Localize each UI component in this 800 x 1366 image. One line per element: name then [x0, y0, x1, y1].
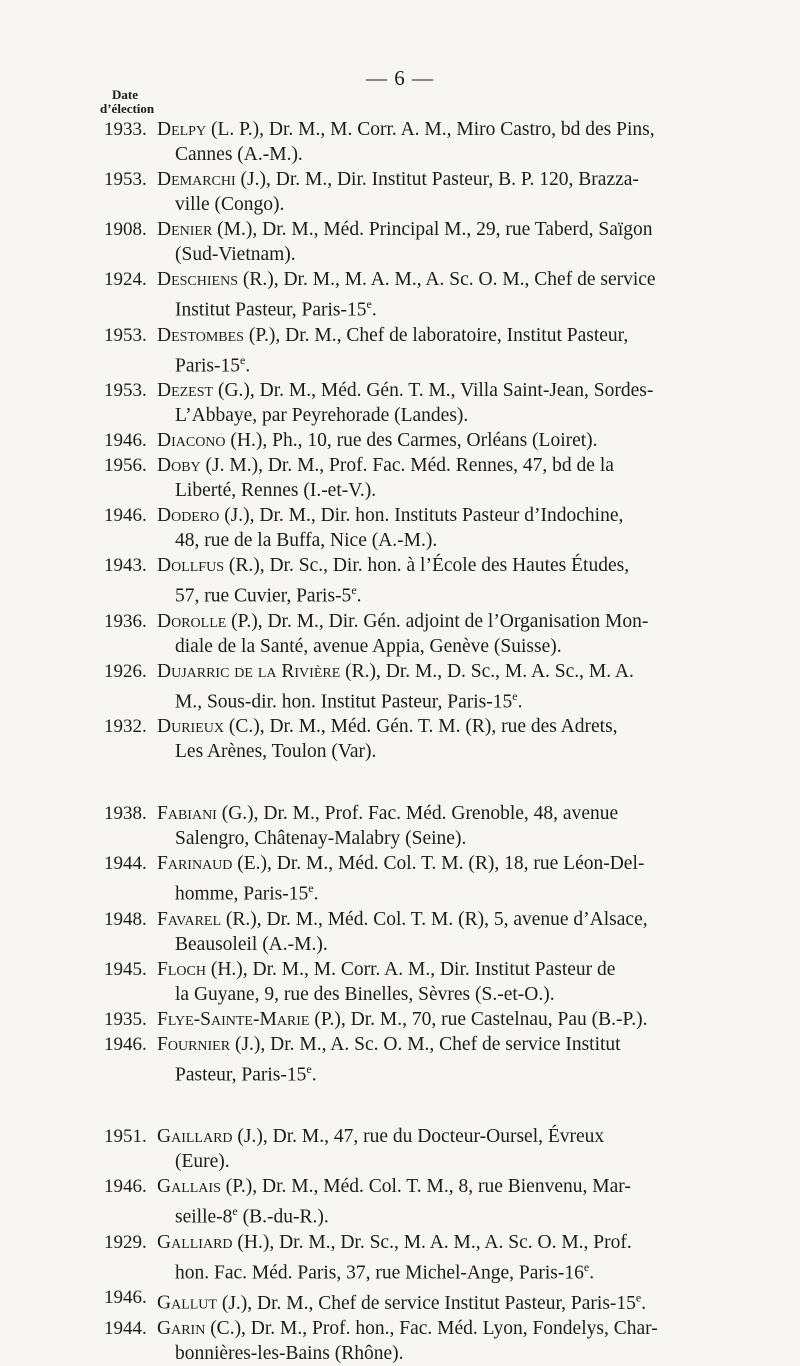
- member-name: Durieux: [157, 716, 224, 737]
- member-name: Dujarric de la Rivière: [157, 660, 341, 682]
- entry-text: [157, 267, 723, 323]
- entry-text: [157, 1316, 723, 1366]
- member-name: Denier: [157, 219, 213, 240]
- election-year: 1946.: [104, 1287, 147, 1308]
- member-details-continued: la Guyane, 9, rue des Binelles, Sèvres (S.-et-O.).: [175, 983, 555, 1005]
- member-entry: [0, 428, 800, 453]
- member-details: (M.), Dr. M., Méd. Principal M., 29, rue Taberd, Saïgon: [212, 219, 653, 240]
- member-details: (H.), Dr. M., M. Corr. A. M., Dir. Institut Pasteur de: [205, 958, 616, 980]
- member-name: Diacono: [157, 430, 226, 451]
- column-header-line2: d’élection: [100, 101, 155, 116]
- member-entry: [0, 503, 800, 553]
- election-year: 1929.: [104, 1231, 147, 1253]
- member-details-continued: Cannes (A.-M.).: [175, 144, 303, 165]
- entry-text: [157, 659, 723, 715]
- member-details-continued: 57, rue Cuvier, Paris-5e.: [175, 583, 362, 607]
- member-name: Farinaud: [157, 853, 233, 874]
- member-details: (G.), Dr. M., Méd. Gén. T. M., Villa Saint-Jean, Sordes-: [213, 380, 654, 401]
- member-name: Gaillard: [157, 1126, 233, 1147]
- member-entry: [0, 1007, 800, 1032]
- letter-group: [0, 801, 800, 1087]
- member-name: Destombes: [157, 324, 244, 346]
- member-details: (J.), Dr. M., Dir. hon. Instituts Pasteur d’Indochine,: [219, 505, 624, 526]
- group-separator: [0, 764, 800, 801]
- member-entry: [0, 957, 800, 1007]
- election-year: 1933.: [104, 119, 147, 140]
- member-name: Delpy: [157, 119, 207, 140]
- member-details-continued: Institut Pasteur, Paris-15e.: [175, 297, 377, 321]
- election-year: 1943.: [104, 555, 147, 576]
- member-name: Fournier: [157, 1033, 231, 1055]
- member-name: Favarel: [157, 908, 222, 930]
- member-entry: [0, 907, 800, 957]
- member-details-continued: M., Sous-dir. hon. Institut Pasteur, Paris-15e.: [175, 688, 523, 712]
- entry-text: [157, 714, 723, 764]
- election-year: 1944.: [104, 1317, 147, 1339]
- letter-group: [0, 117, 800, 764]
- member-entry: [0, 851, 800, 907]
- entry-text: [157, 1032, 723, 1088]
- member-details: (J.), Dr. M., A. Sc. O. M., Chef de service Institut: [230, 1033, 621, 1055]
- member-details-continued: Les Arènes, Toulon (Var).: [175, 741, 377, 762]
- entry-text: [157, 1285, 723, 1316]
- member-details-continued: seille-8e (B.-du-R.).: [175, 1204, 329, 1228]
- member-details-continued: hon. Fac. Méd. Paris, 37, rue Michel-Ange, Paris-16e.: [175, 1259, 595, 1283]
- member-details: (E.), Dr. M., Méd. Col. T. M. (R), 18, rue Léon-Del-: [232, 853, 645, 874]
- election-year: 1926.: [104, 660, 147, 682]
- member-name: Fabiani: [157, 803, 217, 824]
- member-name: Gallut: [157, 1292, 217, 1314]
- election-year: 1953.: [104, 380, 147, 401]
- election-year: 1946.: [104, 1033, 147, 1055]
- election-year: 1938.: [104, 803, 147, 824]
- member-entry: [0, 267, 800, 323]
- entry-text: [157, 378, 723, 428]
- member-details: (R.), Dr. M., Méd. Col. T. M. (R), 5, avenue d’Alsace,: [221, 908, 648, 930]
- member-entry: [0, 217, 800, 267]
- member-details-continued: Liberté, Rennes (I.-et-V.).: [175, 480, 377, 501]
- member-entry: [0, 167, 800, 217]
- member-details: (R.), Dr. Sc., Dir. hon. à l’École des Hautes Études,: [223, 555, 630, 576]
- member-name: Garin: [157, 1317, 206, 1339]
- member-details-continued: Beausoleil (A.-M.).: [175, 933, 328, 955]
- member-entry: [0, 323, 800, 379]
- member-details: (J. M.), Dr. M., Prof. Fac. Méd. Rennes, 47, bd de la: [200, 455, 614, 476]
- member-details: (C.), Dr. M., Méd. Gén. T. M. (R), rue des Adrets,: [223, 716, 618, 737]
- member-details-continued: L’Abbaye, par Peyrehorade (Landes).: [175, 405, 469, 426]
- entry-text: [157, 503, 723, 553]
- entry-text: [157, 217, 723, 267]
- member-details-continued: Pasteur, Paris-15e.: [175, 1061, 317, 1085]
- election-year: 1948.: [104, 908, 147, 930]
- member-name: Doby: [157, 455, 201, 476]
- member-details-continued: bonnières-les-Bains (Rhône).: [175, 1342, 404, 1364]
- election-year: 1946.: [104, 1176, 147, 1197]
- group-separator: [0, 1087, 800, 1124]
- member-details: (H.), Dr. M., Dr. Sc., M. A. M., A. Sc. O. M., Prof.: [232, 1231, 632, 1253]
- member-entry: [0, 1174, 800, 1230]
- member-details-continued: (Sud-Vietnam).: [175, 244, 296, 265]
- member-details: (P.), Dr. M., Dir. Gén. adjoint de l’Organisation Mon-: [226, 610, 649, 632]
- member-details-continued: Salengro, Châtenay-Malabry (Seine).: [175, 828, 467, 849]
- member-name: Dodero: [157, 505, 220, 526]
- member-name: Gallais: [157, 1176, 221, 1197]
- member-entry: [0, 1124, 800, 1174]
- member-entry: [0, 117, 800, 167]
- column-header-date: [100, 87, 155, 116]
- election-year: 1946.: [104, 430, 147, 451]
- entry-text: [157, 851, 723, 907]
- member-details-continued: ville (Congo).: [175, 194, 285, 215]
- member-details: (P.), Dr. M., Méd. Col. T. M., 8, rue Bienvenu, Mar-: [220, 1176, 631, 1197]
- member-entry: [0, 1032, 800, 1088]
- member-details: (J.), Dr. M., Dir. Institut Pasteur, B. P. 120, Brazza-: [235, 169, 639, 190]
- election-year: 1945.: [104, 958, 147, 980]
- member-details: (G.), Dr. M., Prof. Fac. Méd. Grenoble, 48, avenue: [216, 803, 619, 824]
- entry-text: [157, 1007, 723, 1032]
- election-year: 1956.: [104, 455, 147, 476]
- member-details: (L. P.), Dr. M., M. Corr. A. M., Miro Castro, bd des Pins,: [206, 119, 655, 140]
- member-name: Floch: [157, 958, 206, 980]
- member-name: Dollfus: [157, 555, 224, 576]
- entry-text: [157, 117, 723, 167]
- entry-text: [157, 1124, 723, 1174]
- member-list: [0, 117, 800, 1366]
- member-name: Galliard: [157, 1231, 233, 1253]
- member-details: (H.), Ph., 10, rue des Carmes, Orléans (Loiret).: [225, 430, 598, 451]
- election-year: 1953.: [104, 324, 147, 346]
- entry-text: [157, 1174, 723, 1230]
- member-details-continued: homme, Paris-15e.: [175, 881, 319, 905]
- entry-text: [157, 453, 723, 503]
- election-year: 1908.: [104, 219, 147, 240]
- member-entry: [0, 378, 800, 428]
- page-number: — 6 —: [366, 66, 434, 90]
- member-name: Flye-Sainte-Marie: [157, 1008, 310, 1030]
- member-name: Dezest: [157, 380, 214, 401]
- member-entry: [0, 714, 800, 764]
- member-entry: [0, 1316, 800, 1366]
- member-name: Demarchi: [157, 169, 236, 190]
- letter-group: [0, 1124, 800, 1366]
- election-year: 1953.: [104, 169, 147, 190]
- member-entry: [0, 659, 800, 715]
- member-details: (J.), Dr. M., 47, rue du Docteur-Oursel, Évreux: [232, 1126, 605, 1147]
- election-year: 1935.: [104, 1008, 147, 1030]
- column-header-line1: Date: [112, 87, 138, 102]
- member-details-continued: 48, rue de la Buffa, Nice (A.-M.).: [175, 530, 438, 551]
- election-year: 1951.: [104, 1126, 147, 1147]
- member-details-continued: diale de la Santé, avenue Appia, Genève (Suisse).: [175, 635, 562, 657]
- entry-text: [157, 428, 723, 453]
- entry-text: [157, 907, 723, 957]
- member-details: (P.), Dr. M., Chef de laboratoire, Institut Pasteur,: [243, 324, 629, 346]
- member-details: (P.), Dr. M., 70, rue Castelnau, Pau (B.-P.).: [309, 1008, 648, 1030]
- entry-text: [157, 801, 723, 851]
- entry-text: [157, 609, 723, 659]
- election-year: 1936.: [104, 610, 147, 632]
- member-entry: [0, 801, 800, 851]
- member-entry: [0, 1230, 800, 1286]
- election-year: 1932.: [104, 716, 147, 737]
- member-details: (J.), Dr. M., Chef de service Institut Pasteur, Paris-15e.: [216, 1290, 647, 1314]
- member-entry: [0, 453, 800, 503]
- member-name: Dorolle: [157, 610, 227, 632]
- member-details: (C.), Dr. M., Prof. hon., Fac. Méd. Lyon, Fondelys, Char-: [205, 1317, 658, 1339]
- entry-text: [157, 323, 723, 379]
- election-year: 1946.: [104, 505, 147, 526]
- entry-text: [157, 957, 723, 1007]
- member-entry: [0, 1285, 800, 1316]
- member-details: (R.), Dr. M., D. Sc., M. A. Sc., M. A.: [340, 660, 634, 682]
- member-name: Deschiens: [157, 269, 238, 290]
- entry-text: [157, 167, 723, 217]
- member-details-continued: (Eure).: [175, 1151, 230, 1172]
- member-entry: [0, 609, 800, 659]
- entry-text: [157, 1230, 723, 1286]
- election-year: 1924.: [104, 269, 147, 290]
- member-details: (R.), Dr. M., M. A. M., A. Sc. O. M., Chef de service: [237, 269, 656, 290]
- member-entry: [0, 553, 800, 609]
- entry-text: [157, 553, 723, 609]
- election-year: 1944.: [104, 853, 147, 874]
- member-details-continued: Paris-15e.: [175, 352, 251, 376]
